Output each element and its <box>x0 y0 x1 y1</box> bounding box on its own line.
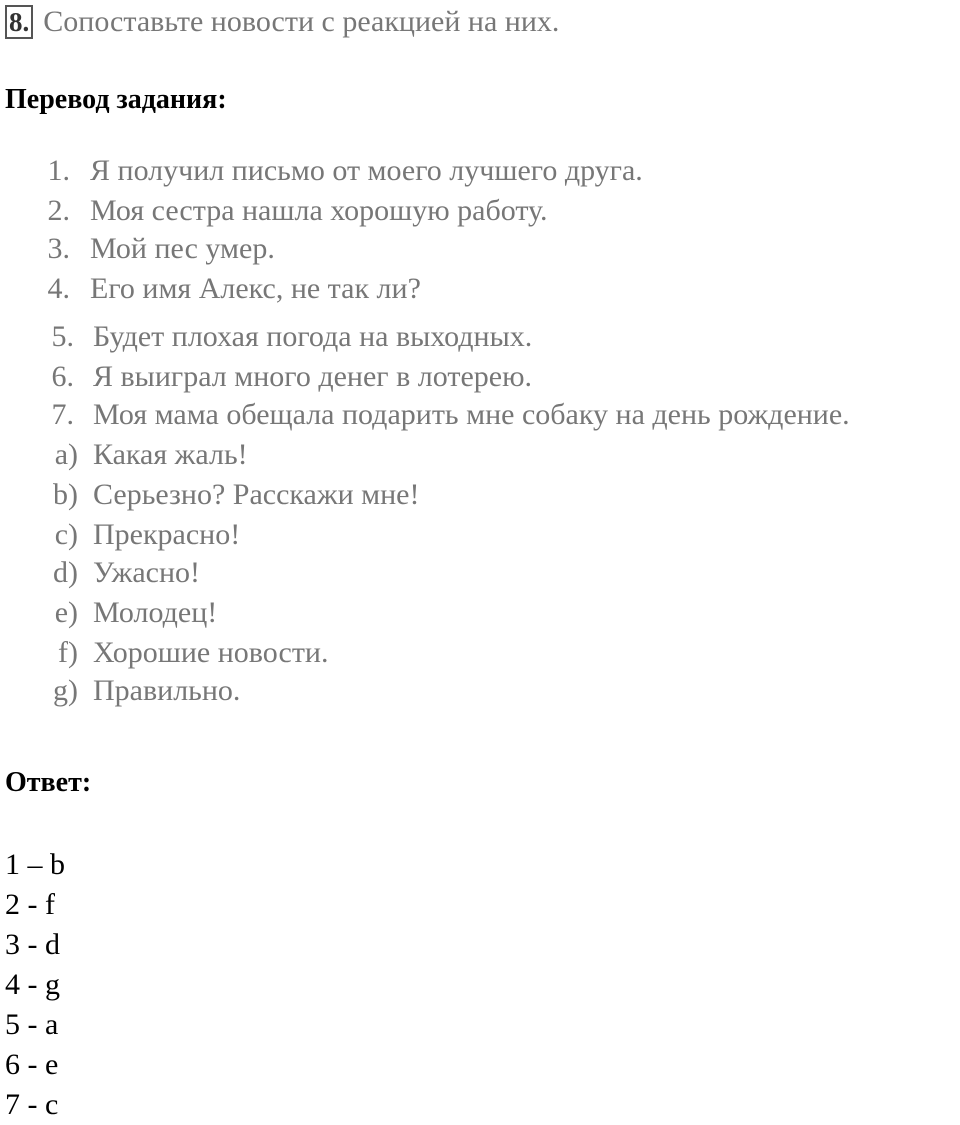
reaction-item-text: Ужасно! <box>93 556 201 589</box>
reaction-item-text: Правильно. <box>93 674 241 707</box>
news-item-marker: 6. <box>51 360 74 393</box>
answer-item: 5 - a <box>5 1008 59 1041</box>
reaction-item-marker: b) <box>53 478 78 511</box>
reaction-item-marker: c) <box>54 518 78 551</box>
news-item-marker: 4. <box>47 272 70 305</box>
reaction-item-marker: d) <box>53 556 78 589</box>
answer-item: 6 - e <box>5 1048 59 1081</box>
answer-item: 4 - g <box>5 968 60 1001</box>
reaction-item-text: Молодец! <box>93 596 218 629</box>
answer-list <box>5 845 65 1125</box>
news-item-marker: 1. <box>47 154 70 187</box>
reaction-item-marker: g) <box>53 674 78 707</box>
news-item-text: Я получил письмо от моего лучшего друга. <box>90 154 643 187</box>
reaction-item-text: Серьезно? Расскажи мне! <box>93 478 420 511</box>
translation-heading: Перевод задания: <box>5 84 227 115</box>
news-item-text: Я выиграл много денег в лотерею. <box>93 360 532 393</box>
reaction-item-text: Какая жаль! <box>93 438 248 471</box>
news-item-marker: 5. <box>51 320 74 353</box>
news-item-text: Его имя Алекс, не так ли? <box>90 272 421 305</box>
news-item-text: Моя сестра нашла хорошую работу. <box>90 194 548 227</box>
task-header <box>5 4 559 40</box>
news-item-text: Моя мама обещала подарить мне собаку на день рождение. <box>93 398 850 431</box>
reaction-item-marker: e) <box>54 596 78 629</box>
answer-item: 1 – b <box>5 848 65 881</box>
reaction-item-text: Хорошие новости. <box>93 636 329 669</box>
news-item-marker: 2. <box>47 194 70 227</box>
task-instruction: Сопоставьте новости с реакцией на них. <box>43 5 560 38</box>
news-item-marker: 3. <box>47 232 70 265</box>
reaction-item-text: Прекрасно! <box>93 518 241 551</box>
answer-item: 2 - f <box>5 888 55 921</box>
news-item-text: Мой пес умер. <box>90 232 275 265</box>
reaction-item-marker: f) <box>58 636 78 669</box>
news-item-text: Будет плохая погода на выходных. <box>93 320 533 353</box>
task-number: 8. <box>5 5 33 39</box>
news-item-marker: 7. <box>51 398 74 431</box>
answer-item: 3 - d <box>5 928 60 961</box>
reaction-item-marker: a) <box>54 438 78 471</box>
answer-heading: Ответ: <box>5 767 92 798</box>
answer-item: 7 - c <box>5 1088 59 1121</box>
